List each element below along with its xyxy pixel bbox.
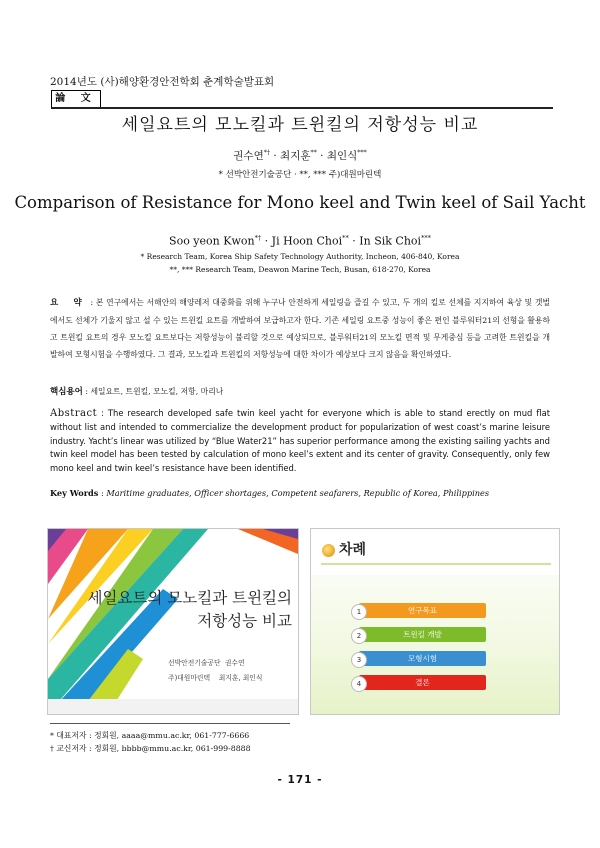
author-name: 최지훈 (280, 150, 311, 162)
header-rule (51, 107, 553, 109)
contents-slide-figure (310, 528, 560, 715)
bullet-icon (322, 544, 335, 557)
english-abstract-label: Abstract (50, 408, 98, 419)
contents-rule (321, 563, 551, 565)
slide-author-line2: 주)대원마린텍 최지훈, 최인식 (168, 674, 263, 682)
title-slide-figure (47, 528, 299, 715)
paper-type-tag: 論 文 (51, 90, 101, 108)
toc-item: 4 결론 (359, 675, 486, 690)
slide-footer-bar (48, 699, 298, 714)
footnote-corresponding-author: † 교신저자 : 정회원, bbbb@mmu.ac.kr, 061-999-8888 (50, 744, 251, 753)
slide-title-line2: 저항성능 비교 (197, 612, 292, 630)
contents-title: 차례 (339, 542, 367, 558)
english-title: Comparison of Resistance for Mono keel and Twin keel of Sail Yacht (14, 193, 586, 212)
english-affiliation-2: **, *** Research Team, Deawon Marine Tech, Busan, 618-270, Korea (169, 265, 431, 274)
author-name: In Sik Choi (359, 234, 422, 248)
korean-title: 세일요트의 모노킬과 트윈킬의 저항성능 비교 (121, 115, 479, 135)
author-name: 권수연 (233, 150, 264, 162)
page-number: - 171 - (277, 774, 323, 786)
english-abstract-text: : The research developed safe twin keel yacht for everyone which is able to stand erectly on mud flat without list and intended to commercialize the development product for popularization of west coast’s marine leisure industry. Yacht’s linear was utilized by “Blue Water21” has superior performance among the existing sailing yachts and twin keel model has been tested by calculation of mono keel’s extent and its center of gravity. Consequently, only few mono keel and twin keel’s resistance have been identified. (50, 408, 550, 474)
footnote-lead-author: * 대표저자 : 정회원, aaaa@mmu.ac.kr, 061-777-6666 (50, 731, 250, 740)
english-authors: Soo yeon Kwon*† · Ji Hoon Choi** · In Sik Choi*** (169, 234, 431, 248)
slide-author-line1: 선박안전기술공단 권수연 (168, 659, 245, 667)
korean-abstract-text: : 본 연구에서는 서해안의 해양레저 대중화를 위해 누구나 안전하게 세일링을 즐길 수 있고, 두 개의 킬로 선체를 지지하여 육상 및 갯벌에서도 선체가 기울지 않고 설 수 있는 트윈킬 요트를 개발하여 보급하고자 한다. 기존 세일링 요트중 성능이 좋은 편인 블루워터21의 선형을 활용하고 트윈킬 요트의 경우 모노킬 요트보다는 저항성능이 불리할 것으로 예상되므로, 블루워터21의 모노킬 면적 및 무게중심 등을 고려한 트윈킬을 개발하여 모형시험을 수행하였다. 그 결과, 모노킬과 트윈킬의 저항성능에 대한 차이가 예상보다 크지 않음을 확인하였다. (50, 298, 550, 359)
conference-header: 2014년도 (사)해양환경안전학회 춘계학술발표회 (50, 76, 275, 88)
korean-authors: 권수연*† · 최지훈** · 최인식*** (233, 149, 367, 162)
slide-title-line1: 세일요트의 모노킬과 트윈킬의 (87, 589, 292, 607)
toc-item: 2 트윈킬 개발 (359, 627, 486, 642)
english-keywords: Key Words : Maritime graduates, Officer shortages, Competent seafarers, Republic of Korea, Philippines (50, 488, 490, 498)
english-affiliation-1: * Research Team, Korea Ship Safety Technology Authority, Incheon, 406-840, Korea (140, 252, 460, 261)
author-name: 최인식 (326, 150, 358, 162)
korean-abstract-label: 요 약 (50, 298, 88, 308)
korean-keywords: 핵심용어 : 세일요트, 트윈킬, 모노킬, 저항, 마리나 (50, 387, 224, 397)
footnote-rule (50, 723, 290, 724)
author-name: Ji Hoon Choi (271, 234, 343, 248)
author-name: Soo yeon Kwon (169, 234, 255, 248)
toc-item: 1 연구목표 (359, 603, 486, 618)
korean-abstract (50, 294, 550, 363)
korean-affiliation: * 선박안전기술공단 · **, *** 주)대원마린텍 (218, 170, 382, 180)
toc-item: 3 모형시험 (359, 651, 486, 666)
english-abstract (50, 407, 550, 476)
